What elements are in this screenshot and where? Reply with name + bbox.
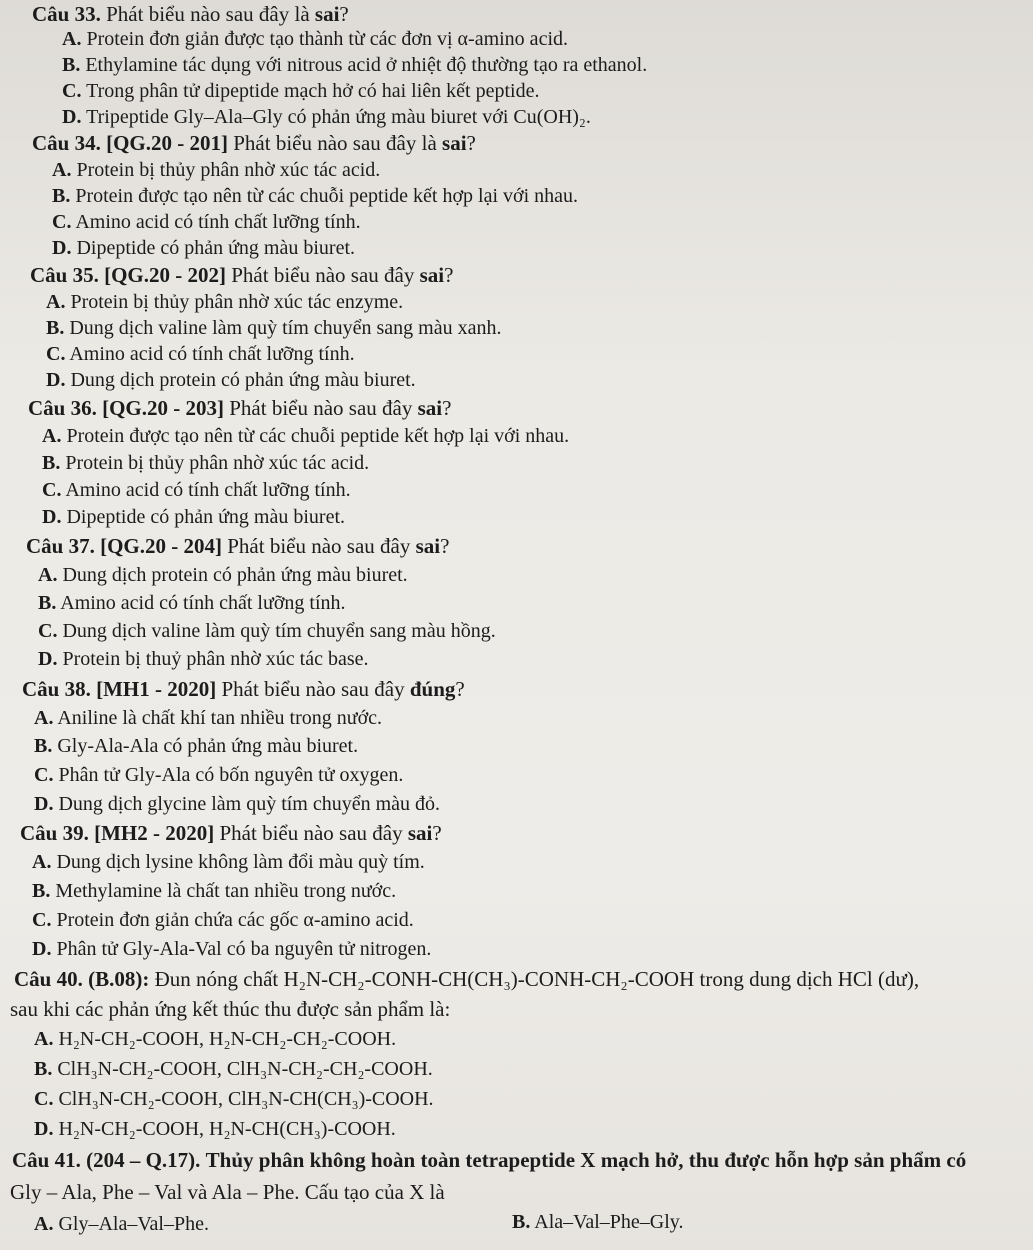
q38-option-b: B. Gly-Ala-Ala có phản ứng màu biuret. (34, 735, 359, 757)
q34-option-c: C. Amino acid có tính chất lưỡng tính. (52, 211, 361, 233)
q41-option-a: A. Gly–Ala–Val–Phe. (34, 1213, 209, 1235)
q36-option-c: C. Amino acid có tính chất lưỡng tính. (42, 479, 351, 501)
q40-option-a: A. H₂N-CH₂-COOH, H₂N-CH₂-CH₂-COOH. (34, 1028, 397, 1050)
q34-option-d: D. Dipeptide có phản ứng màu biuret. (52, 237, 355, 259)
question-40: Câu 40. (B.08): Đun nóng chất H₂N-CH₂-CONH-CH(CH₃)-CONH-CH₂-COOH trong dung dịch HCl (dư), (14, 967, 920, 991)
q37-option-b: B. Amino acid có tính chất lưỡng tính. (38, 592, 346, 614)
question-35: Câu 35. [QG.20 - 202] Phát biểu nào sau đây sai? (30, 263, 454, 287)
q33-option-b: B. Ethylamine tác dụng với nitrous acid ở nhiệt độ thường tạo ra ethanol. (62, 54, 648, 76)
q39-option-d: D. Phân tử Gly-Ala-Val có ba nguyên tử nitrogen. (32, 938, 432, 960)
question-34: Câu 34. [QG.20 - 201] Phát biểu nào sau đây là sai? (32, 131, 476, 155)
q35-option-c: C. Amino acid có tính chất lưỡng tính. (46, 343, 355, 365)
q34-option-b: B. Protein được tạo nên từ các chuỗi peptide kết hợp lại với nhau. (52, 185, 579, 207)
q34-option-a: A. Protein bị thủy phân nhờ xúc tác acid. (52, 159, 381, 181)
q37-option-d: D. Protein bị thuỷ phân nhờ xúc tác base. (38, 648, 369, 670)
question-37: Câu 37. [QG.20 - 204] Phát biểu nào sau đây sai? (26, 534, 450, 558)
question-39: Câu 39. [MH2 - 2020] Phát biểu nào sau đây sai? (20, 821, 442, 845)
q39-option-c: C. Protein đơn giản chứa các gốc α-amino acid. (32, 909, 414, 931)
q40-option-b: B. ClH₃N-CH₂-COOH, ClH₃N-CH₂-CH₂-COOH. (34, 1058, 433, 1080)
q37-option-a: A. Dung dịch protein có phản ứng màu biuret. (38, 564, 408, 586)
question-36: Câu 36. [QG.20 - 203] Phát biểu nào sau đây sai? (28, 396, 452, 420)
q37-option-c: C. Dung dịch valine làm quỳ tím chuyển sang màu hồng. (38, 620, 496, 642)
q33-option-c: C. Trong phân tử dipeptide mạch hở có hai liên kết peptide. (62, 80, 540, 102)
question-38: Câu 38. [MH1 - 2020] Phát biểu nào sau đây đúng? (22, 677, 465, 701)
q38-option-c: C. Phân tử Gly-Ala có bốn nguyên tử oxygen. (34, 764, 404, 786)
q40-option-d: D. H₂N-CH₂-COOH, H₂N-CH(CH₃)-COOH. (34, 1118, 396, 1140)
q35-option-b: B. Dung dịch valine làm quỳ tím chuyển sang màu xanh. (46, 317, 502, 339)
question-41: Câu 41. (204 – Q.17). Thủy phân không hoàn toàn tetrapeptide X mạch hở, thu được hỗn hợp sản phẩm có (12, 1148, 967, 1172)
q33-option-d: D. Tripeptide Gly–Ala–Gly có phản ứng màu biuret với Cu(OH)₂. (62, 106, 591, 128)
question-41-cont: Gly – Ala, Phe – Val và Ala – Phe. Cấu tạo của X là (10, 1180, 445, 1204)
q38-option-a: A. Aniline là chất khí tan nhiều trong nước. (34, 707, 383, 729)
q36-option-a: A. Protein được tạo nên từ các chuỗi peptide kết hợp lại với nhau. (42, 425, 570, 447)
q35-option-d: D. Dung dịch protein có phản ứng màu biuret. (46, 369, 416, 391)
question-40-cont: sau khi các phản ứng kết thúc thu được sản phẩm là: (10, 997, 451, 1021)
q36-option-d: D. Dipeptide có phản ứng màu biuret. (42, 506, 345, 528)
q36-option-b: B. Protein bị thủy phân nhờ xúc tác acid. (42, 452, 370, 474)
q38-option-d: D. Dung dịch glycine làm quỳ tím chuyển màu đỏ. (34, 793, 441, 815)
q35-option-a: A. Protein bị thủy phân nhờ xúc tác enzyme. (46, 291, 404, 313)
q39-option-b: B. Methylamine là chất tan nhiều trong nước. (32, 880, 397, 902)
q39-option-a: A. Dung dịch lysine không làm đổi màu quỳ tím. (32, 851, 425, 873)
question-33: Câu 33. Phát biểu nào sau đây là sai? (32, 2, 349, 26)
q41-option-b: B. Ala–Val–Phe–Gly. (512, 1211, 684, 1233)
q33-option-a: A. Protein đơn giản được tạo thành từ các đơn vị α-amino acid. (62, 28, 568, 50)
q40-option-c: C. ClH₃N-CH₂-COOH, ClH₃N-CH(CH₃)-COOH. (34, 1088, 434, 1110)
